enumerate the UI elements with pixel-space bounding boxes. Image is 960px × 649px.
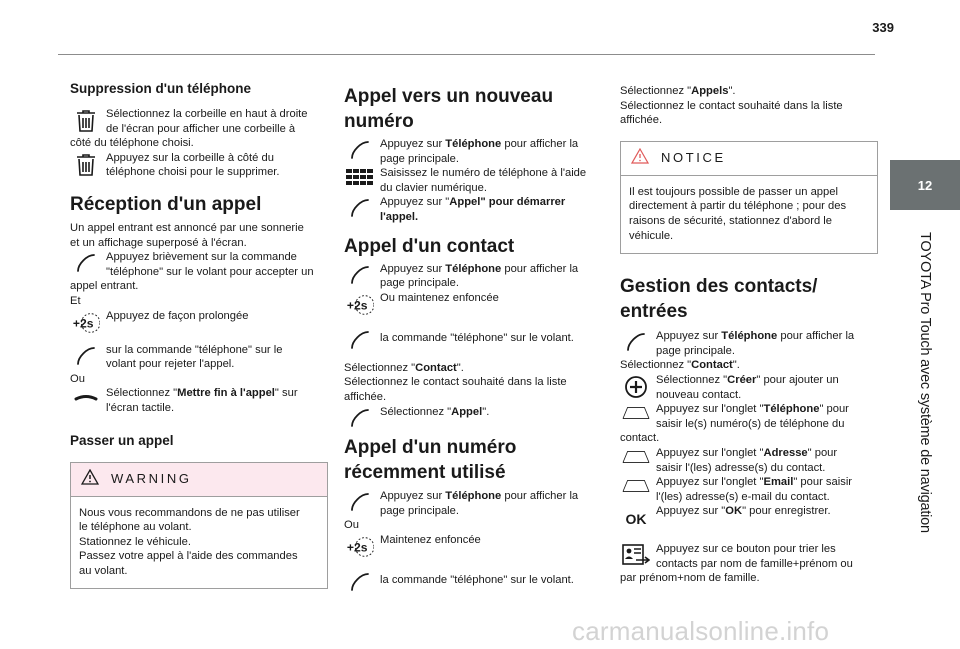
- notice-icon: [631, 148, 649, 169]
- phone-icon: [346, 329, 374, 355]
- step-recent-open-phone: Appuyez sur Téléphone pour afficher la page principale.: [344, 489, 602, 518]
- step-contact-wheel: la commande "téléphone" sur le volant.: [344, 323, 602, 351]
- side-title: TOYOTA Pro Touch avec système de navigation: [917, 231, 933, 533]
- top-divider: [58, 54, 875, 55]
- press-hold-icon: [346, 535, 374, 561]
- text-ou: Ou: [70, 372, 85, 385]
- trash-icon: [72, 153, 100, 179]
- section-title-nouveau: Appel vers un nouveau numéro: [344, 86, 554, 132]
- end-call-icon: [72, 388, 100, 414]
- tab-icon: [622, 404, 650, 430]
- phone-icon: [72, 345, 100, 371]
- step-gestion-tab-email: Appuyez sur l'onglet "Email" pour saisir l'(les) adresse(s) e-mail du contact.: [620, 475, 878, 504]
- phone-icon: [346, 491, 374, 517]
- step-gestion-open-phone: Appuyez sur Téléphone pour afficher la page principale. Sélectionnez "Contact".: [620, 330, 855, 372]
- phone-icon: [72, 252, 100, 278]
- press-hold-icon: [346, 293, 374, 319]
- step-gestion-tab-adresse: Appuyez sur l'onglet "Adresse" pour saisir l'(les) adresse(s) du contact.: [620, 446, 878, 475]
- chapter-tab: 12: [890, 160, 960, 210]
- phone-icon: [346, 264, 374, 290]
- step-contact-call: Sélectionnez "Appel".: [344, 405, 602, 420]
- section-title-suppression: Suppression d'un téléphone: [70, 81, 251, 96]
- step-delete-phone: Appuyez sur la corbeille à côté du téléphone choisi pour le supprimer.: [70, 151, 328, 180]
- section-title-gestion: Gestion des contacts/ entrées: [620, 276, 818, 323]
- sort-icon: [622, 544, 650, 570]
- keypad-icon: [346, 168, 374, 194]
- trash-icon: [72, 109, 100, 135]
- step-recent-hold: +2s Maintenez enfoncée: [344, 533, 602, 563]
- warning-label: WARNING: [111, 470, 192, 486]
- step-gestion-ok: OK Appuyez sur "OK" pour enregistrer.: [620, 504, 878, 534]
- notice-body: Il est toujours possible de passer un appel directement à partir du téléphone ; pour des raisons de sécurité, stationnez d'abord le véhicule.: [629, 185, 847, 242]
- warning-box: [70, 462, 328, 590]
- phone-icon: [346, 197, 374, 223]
- column-middle: [344, 80, 602, 588]
- warning-header: [71, 463, 327, 497]
- column-right: [620, 80, 878, 586]
- page-number: 339: [872, 20, 894, 35]
- phone-icon: [346, 571, 374, 597]
- add-icon: [622, 375, 650, 401]
- press-hold-icon: [72, 311, 100, 337]
- section-title-reception: Réception d'un appel: [70, 193, 262, 215]
- step-gestion-create: Sélectionnez "Créer" pour ajouter un nouveau contact.: [620, 373, 878, 402]
- tab-icon: [622, 477, 650, 503]
- warning-body: Nous vous recommandons de ne pas utiliser le téléphone au volant. Stationnez le véhicule. Passez votre appel à l'aide des commandes au volant.: [79, 506, 300, 577]
- contact-select-text: Sélectionnez "Contact". Sélectionnez le contact souhaité dans la liste affichée.: [344, 361, 567, 403]
- step-keypad: Saisissez le numéro de téléphone à l'aide du clavier numérique.: [344, 166, 602, 195]
- step-gestion-tab-phone: Appuyez sur l'onglet "Téléphone" pour saisir le(s) numéro(s) de téléphone du contact.: [620, 403, 849, 445]
- reception-intro: Un appel entrant est annoncé par une sonnerie et un affichage superposé à l'écran.: [70, 221, 304, 249]
- section-title-recent: Appel d'un numéro récemment utilisé: [344, 437, 517, 484]
- appels-text: Sélectionnez "Appels". Sélectionnez le contact souhaité dans la liste affichée.: [620, 85, 843, 127]
- tab-icon: [622, 448, 650, 474]
- step-open-phone: Appuyez sur Téléphone pour afficher la page principale.: [344, 137, 602, 166]
- step-start-call: Appuyez sur "Appel" pour démarrer l'appel.: [344, 195, 602, 224]
- step-press-hold: +2s Appuyez de façon prolongée: [70, 309, 328, 339]
- watermark: carmanualsonline.info: [572, 616, 830, 646]
- notice-header: [621, 142, 877, 176]
- phone-icon: [346, 407, 374, 433]
- column-left: [70, 80, 328, 589]
- section-title-contact: Appel d'un contact: [344, 235, 515, 257]
- step-select-trash: Sélectionnez la corbeille en haut à droite de l'écran pour afficher une corbeille à côté du téléphone choisi.: [70, 108, 308, 150]
- step-end-call: Sélectionnez "Mettre fin à l'appel" sur l'écran tactile.: [70, 386, 328, 415]
- svg-text:+2s: +2s: [346, 298, 368, 313]
- svg-text:+2s: +2s: [72, 316, 94, 331]
- step-recent-wheel: la commande "téléphone" sur le volant.: [344, 565, 602, 588]
- warning-icon: [81, 469, 99, 490]
- section-title-passer: Passer un appel: [70, 432, 174, 448]
- step-contact-open-phone: Appuyez sur Téléphone pour afficher la page principale.: [344, 262, 602, 291]
- step-accept-call: Appuyez brièvement sur la commande "téléphone" sur le volant pour accepter un appel entrant.: [70, 251, 314, 293]
- phone-icon: [346, 139, 374, 165]
- notice-box: [620, 141, 878, 254]
- ok-icon: OK: [625, 511, 647, 528]
- step-gestion-sort: Appuyez sur ce bouton pour trier les contacts par nom de famille+prénom ou par prénom+nom de famille.: [620, 543, 853, 585]
- step-reject-call: sur la commande "téléphone" sur le volant pour rejeter l'appel.: [70, 343, 328, 372]
- phone-icon: [622, 331, 650, 357]
- notice-label: NOTICE: [661, 149, 726, 165]
- svg-text:+2s: +2s: [346, 540, 368, 555]
- text-et: Et: [70, 294, 81, 307]
- side-title-container: [890, 212, 960, 552]
- text-ou-2: Ou: [344, 519, 359, 532]
- step-contact-hold: +2s Ou maintenez enfoncée: [344, 291, 602, 321]
